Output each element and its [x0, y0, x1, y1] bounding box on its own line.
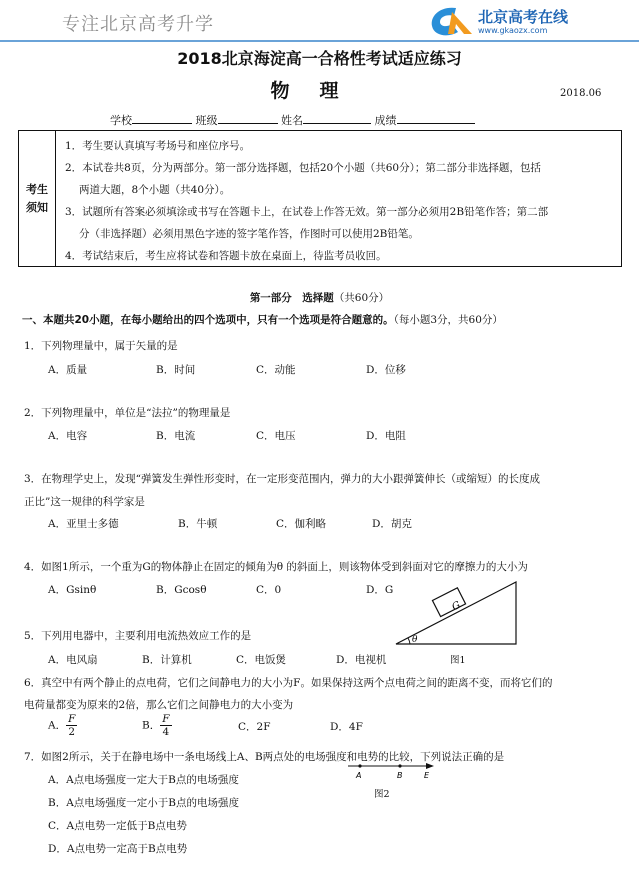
answer-option[interactable]: D．位移 [366, 364, 406, 376]
notice-label [19, 131, 56, 266]
header-divider [0, 40, 639, 42]
fraction: $\frac{F}{4}$ [162, 713, 170, 738]
answer-option[interactable]: B．牛顿 [178, 518, 218, 530]
answer-option[interactable]: D．4F [330, 721, 363, 733]
question-stem: 1．下列物理量中，属于矢量的是 [24, 340, 178, 352]
part1-title: 第一部分 选择题（共60分） [249, 292, 390, 304]
answer-option[interactable]: A．亚里士多德 [48, 518, 119, 530]
notice-item: 1．考生要认真填写考场号和座位序号。 [65, 140, 251, 152]
notice-label-line2: 须知 [26, 201, 48, 214]
notice-item: 3．试题所有答案必须填涂或书写在答题卡上，在试卷上作答无效。第一部分必须用2B铅笔作答；第二部 [65, 206, 549, 218]
part1-instruction: 一、本题共20小题，在每小题给出的四个选项中，只有一个选项是符合题意的。（每小题3分，共60分） [22, 314, 503, 326]
answer-option[interactable]: B．计算机 [142, 654, 192, 666]
exam-title: 2018北京海淀高一合格性考试适应练习 [177, 49, 462, 68]
answer-option[interactable]: A．质量 [48, 364, 88, 376]
field-school-blank[interactable] [132, 113, 192, 124]
notice-item: 2．本试卷共8页，分为两部分。第一部分选择题，包括20个小题（共60分）；第二部分非选择题，包括 [65, 162, 541, 174]
answer-option[interactable]: C．伽利略 [276, 518, 327, 530]
answer-option[interactable]: A．Gsinθ [48, 584, 97, 596]
answer-option[interactable]: A．电风扇 [48, 654, 98, 666]
question-stem: 4．如图1所示，一个重为G的物体静止在固定的倾角为θ 的斜面上，则该物体受到斜面对它的摩擦力的大小为 [24, 561, 528, 573]
figure1-angle-label: θ [412, 635, 418, 645]
field-school-label: 学校 [110, 114, 132, 127]
answer-option[interactable]: D．G [366, 584, 394, 596]
figure2-label-b: B [397, 771, 403, 780]
field-score-label: 成绩 [374, 114, 397, 127]
field-name-label: 姓名 [281, 114, 303, 127]
figure1-block-label: G [450, 599, 463, 614]
answer-option[interactable]: C．A点电势一定低于B点电势 [48, 820, 187, 832]
answer-option[interactable]: B．A点电场强度一定小于B点的电场强度 [48, 797, 240, 809]
question-stem: 7．如图2所示，关于在静电场中一条电场线上A、B两点处的电场强度和电势的比较，下列说法正确的是 [24, 751, 505, 763]
figure2-label-e: E [424, 771, 430, 780]
notice-label-line1: 考生 [26, 183, 48, 196]
answer-option[interactable]: C．0 [256, 584, 282, 596]
candidate-notice-box [18, 130, 622, 267]
field-score-blank[interactable] [397, 113, 475, 124]
figure2-caption: 图2 [374, 789, 390, 800]
exam-subject: 物理 [270, 80, 369, 102]
notice-item: 两道大题，8个小题（共40分）。 [79, 184, 231, 196]
notice-item: 分（非选择题）必须用黑色字迹的签字笔作答，作图时可以使用2B铅笔。 [79, 228, 419, 240]
answer-option[interactable]: C．2F [238, 721, 271, 733]
field-class-blank[interactable] [218, 113, 278, 124]
figure2-field-line-diagram [346, 760, 436, 782]
answer-option[interactable]: B．时间 [156, 364, 196, 376]
question-stem: 5．下列用电器中，主要利用电流热效应工作的是 [24, 630, 252, 642]
logo-icon [426, 4, 474, 40]
answer-option[interactable]: D．电视机 [336, 654, 387, 666]
figure1-incline-diagram [392, 578, 522, 648]
header-slogan: 专注北京高考升学 [62, 14, 214, 35]
question-stem-cont: 电荷量都变为原来的2倍，那么它们之间静电力的大小变为 [24, 699, 294, 711]
answer-option[interactable]: D．胡克 [372, 518, 412, 530]
question-stem: 2．下列物理量中，单位是“法拉”的物理量是 [24, 407, 231, 419]
answer-option[interactable]: B．Gcosθ [156, 584, 207, 596]
answer-option[interactable]: A．A点电场强度一定大于B点的电场强度 [48, 774, 239, 786]
answer-option[interactable]: B．电流 [156, 430, 196, 442]
figure2-label-a: A [356, 771, 362, 780]
answer-option[interactable]: A． $\frac{F}{2}$ [48, 713, 76, 738]
fraction: $\frac{F}{2}$ [68, 713, 76, 738]
answer-option[interactable]: D．A点电势一定高于B点电势 [48, 843, 188, 855]
question-stem: 3．在物理学史上，发现“弹簧发生弹性形变时，在一定形变范围内，弹力的大小跟弹簧伸长（或缩短）的长度成 [24, 473, 541, 485]
logo-url: www.gkaozx.com [478, 26, 548, 35]
field-name-blank[interactable] [303, 113, 371, 124]
answer-option[interactable]: A．电容 [48, 430, 88, 442]
student-info-fields [110, 112, 475, 128]
notice-item: 4．考试结束后，考生应将试卷和答题卡放在桌面上，待监考员收回。 [65, 250, 387, 262]
site-logo[interactable] [426, 4, 596, 40]
question-stem: 6．真空中有两个静止的点电荷，它们之间静电力的大小为F。如果保持这两个点电荷之间的距离不变，而将它们的 [24, 677, 553, 689]
answer-option[interactable]: C．电压 [256, 430, 296, 442]
exam-date: 2018.06 [560, 88, 602, 99]
field-class-label: 班级 [195, 114, 218, 127]
figure1-caption: 图1 [450, 655, 466, 666]
answer-option[interactable]: C．动能 [256, 364, 296, 376]
answer-option[interactable]: D．电阻 [366, 430, 406, 442]
question-stem-cont: 正比”这一规律的科学家是 [24, 496, 145, 508]
notice-body [65, 135, 617, 267]
answer-option[interactable]: B． $\frac{F}{4}$ [142, 713, 170, 738]
logo-text: 北京高考在线 [478, 8, 569, 26]
answer-option[interactable]: C．电饭煲 [236, 654, 287, 666]
